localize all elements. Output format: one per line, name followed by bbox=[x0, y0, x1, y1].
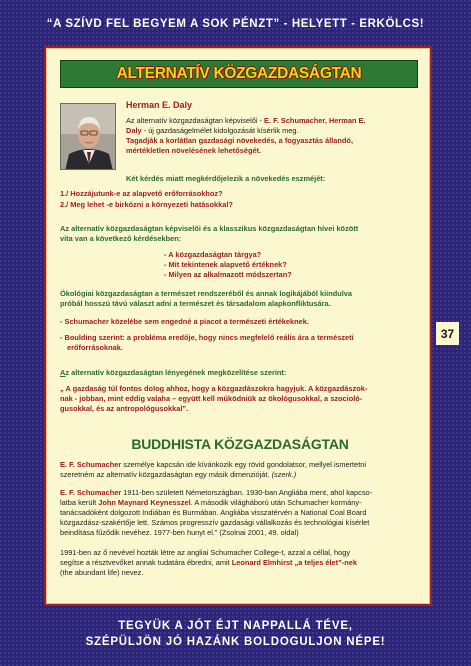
intro-paragraph bbox=[126, 116, 426, 156]
intro-names: E. F. Schumacher, Herman E. bbox=[264, 116, 366, 125]
debate-intro bbox=[60, 224, 358, 244]
title-box bbox=[60, 60, 418, 88]
debate-line: Az alternatív közgazdaságtan képviselői és a klasszikus közgazdaságtan hívei között bbox=[60, 224, 359, 233]
question-item: 2./ Meg lehet -e birkózni a környezeti hatásokkal? bbox=[60, 200, 233, 209]
eco-line: Ökológiai közgazdaságtan a természet rendszeréből és annak logikájából kiindulva bbox=[60, 289, 353, 298]
question-list bbox=[60, 188, 233, 210]
buddhist-title: BUDDHISTA KÖZGAZDASÁGTAN bbox=[131, 436, 349, 452]
debate-item: - Mit tekintenek alapvető értéknek? bbox=[164, 260, 287, 269]
intro-text-a: Az alternatív közgazdaságtan képviselői - bbox=[126, 116, 265, 125]
b-p2-text: tanácsadóként dolgozott Indiában és Burmában. Angliába visszatérvén a National Coal Board bbox=[60, 508, 367, 517]
bottom-banner bbox=[0, 618, 471, 650]
buddhist-paragraph-1 bbox=[60, 460, 366, 480]
b-p1-text: szeretném az alternatív közgazdaságtan egy másik dimenzióját. bbox=[60, 470, 272, 479]
eco-line: próbál hosszú távú választ adni a természet és társadalom alapkonfliktusára. bbox=[60, 299, 331, 308]
ecological-paragraph bbox=[60, 289, 352, 309]
essence-heading-initial: A bbox=[60, 368, 66, 377]
debate-item: - A közgazdaságtan tárgya? bbox=[164, 250, 262, 259]
b-p2-text: közgazdász-szakértője lett. Számos progresszív gazdasági vállalkozás és technológiai kísérlet bbox=[60, 518, 370, 527]
bullet-list bbox=[60, 317, 354, 353]
essence-heading-rest: z alternatív közgazdaságtan lényegének megközelítése szerint: bbox=[65, 368, 287, 377]
b-p2-text: latba került bbox=[60, 498, 99, 507]
bottom-banner-line1: TEGYÜK A JÓT ÉJT NAPPALLÁ TÉVE, bbox=[118, 620, 353, 632]
intro-deny-line2: mértékletlen növelésének lehetőségét. bbox=[126, 146, 262, 155]
b-p2-text: 1911-ben született Németországban. 1930-ban Angliába ment, ahol kapcso- bbox=[121, 488, 373, 497]
debate-list bbox=[164, 250, 292, 280]
page-title: ALTERNATÍV KÖZGAZDASÁGTAN bbox=[116, 65, 362, 82]
bottom-banner-line2: SZÉPÜLJÖN JÓ HAZÁNK BOLDOGULJON NÉPE! bbox=[85, 636, 386, 648]
bullet-item: - Schumacher közelébe sem engedné a piacot a természeti értékeknek. bbox=[60, 317, 309, 326]
portrait-image bbox=[61, 104, 116, 170]
author-photo bbox=[60, 103, 116, 170]
quote-line: gusokkal, és az antropológusokkal”. bbox=[60, 404, 189, 413]
essence-heading bbox=[60, 368, 286, 377]
top-banner: “A SZÍVD FEL BEGYEM A SOK PÉNZT” - HELYETT - ERKÖLCS! bbox=[46, 18, 425, 30]
b-p3-text: (the abundant life) nevez. bbox=[60, 568, 144, 577]
schumacher-name: E. F. Schumacher bbox=[60, 488, 122, 497]
b-p1-text: személye kapcsán ide kívánkozik egy rövid gondolatsor, mellyel ismertetni bbox=[121, 460, 367, 469]
debate-item: - Milyen az alkalmazott módszertan? bbox=[164, 270, 292, 279]
quote-line: nak - jobban, mint eddig valaha – együtt kell működniük az ökológusokkal, a szocioló- bbox=[60, 394, 363, 403]
b-p3-text: segítse a résztvevőket annak tudatára ébredni, amit bbox=[60, 558, 232, 567]
buddhist-paragraph-3 bbox=[60, 548, 357, 578]
debate-line: vita van a következő kérdésekben: bbox=[60, 234, 182, 243]
b-p2-text: . A második világháború után Schumacher kormány- bbox=[190, 498, 362, 507]
bullet-item-continuation: erőforrásoknak. bbox=[67, 343, 123, 352]
page-number: 37 bbox=[436, 322, 459, 345]
keynes-name: John Maynard Keynesszel bbox=[98, 498, 191, 507]
bullet-item: - Boulding szerint: a probléma eredője, hogy nincs megfelelő reális ára a természeti bbox=[60, 333, 354, 342]
author-name: Herman E. Daly bbox=[126, 100, 193, 110]
question-item: 1./ Hozzájutunk-e az alapvető erőforrásokhoz? bbox=[60, 189, 223, 198]
quote-line: „ A gazdaság túl fontos dolog ahhoz, hogy a közgazdászokra hagyjuk. A közgazdászok- bbox=[60, 384, 368, 393]
buddhist-paragraph-2 bbox=[60, 488, 372, 538]
intro-text-b: - új gazdaságelmélet kidolgozását kísérlik meg. bbox=[141, 126, 299, 135]
schumacher-name: E. F. Schumacher bbox=[60, 460, 122, 469]
b-p3-text: 1991-ben az ő nevével hozták létre az angliai Schumacher College-t, azzal a céllal, hogy bbox=[60, 548, 351, 557]
intro-deny-line1: Tagadják a korlátlan gazdasági növekedés, a fogyasztás állandó, bbox=[126, 136, 354, 145]
page bbox=[44, 46, 432, 606]
quote-block bbox=[60, 384, 367, 414]
intro-name-daly: Daly bbox=[126, 126, 142, 135]
b-p2-text: beindítása fűződik nevéhez. 1977-ben hunyt el.” (Zsolnai 2001, 49. oldal) bbox=[60, 528, 299, 537]
question-heading: Két kérdés miatt megkérdőjelezik a növekedés eszméjét: bbox=[126, 174, 326, 183]
elmhirst-name: Leonard Elmhirst „a teljes élet”-nek bbox=[231, 558, 358, 567]
editor-note: (szerk.) bbox=[271, 470, 297, 479]
